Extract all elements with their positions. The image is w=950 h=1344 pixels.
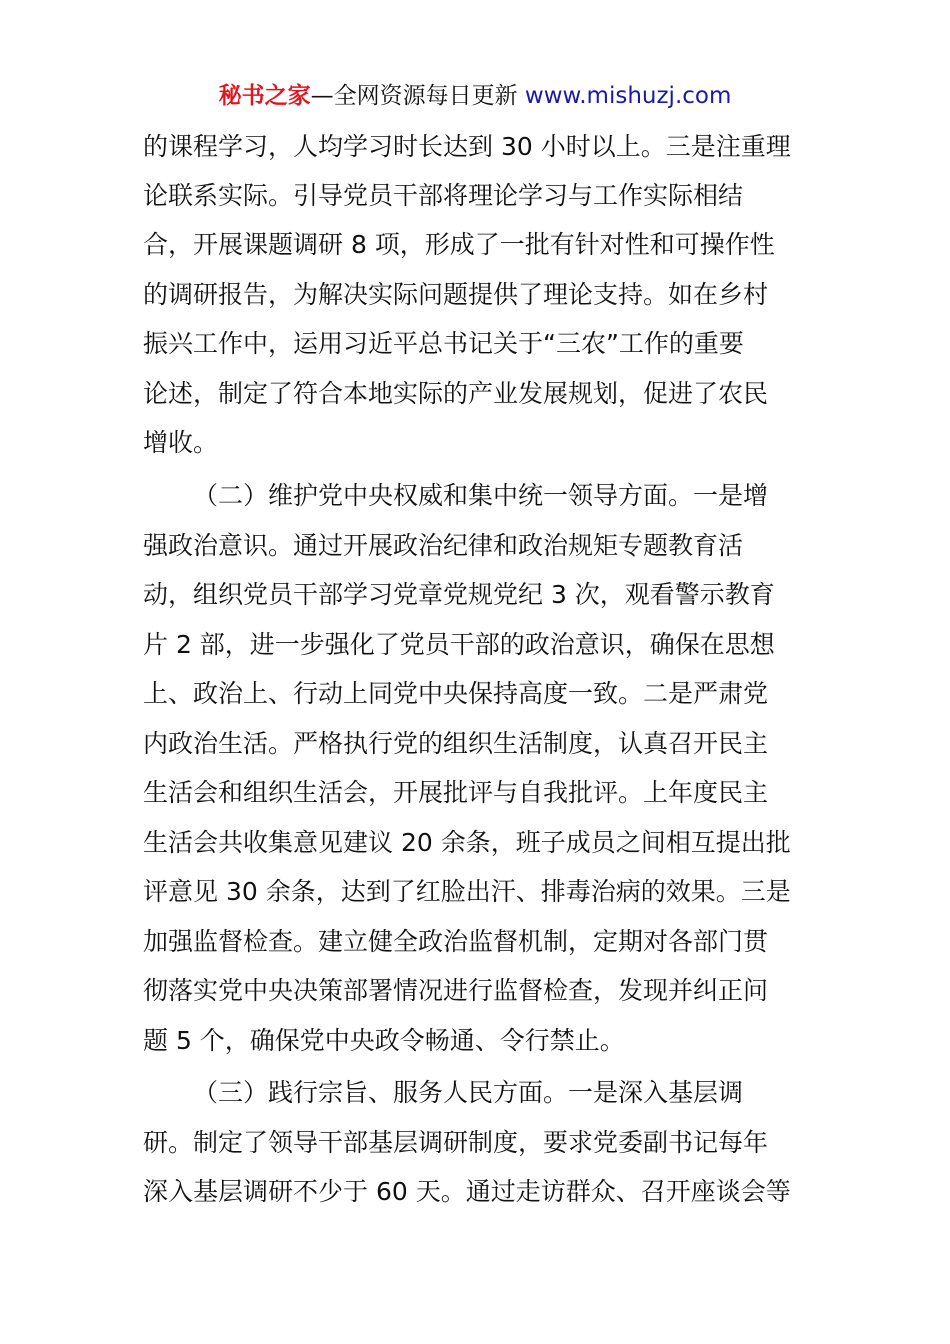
text-line: 合，开展课题调研 8 项，形成了一批有针对性和可操作性 [143, 230, 775, 259]
header-tagline: —全网资源每日更新 [310, 83, 525, 109]
text-line: 内政治生活。严格执行党的组织生活制度，认真召开民主 [143, 729, 769, 758]
text-line: 评意见 30 余条，达到了红脸出汗、排毒治病的效果。三是 [143, 877, 791, 906]
text-line: 彻落实党中央决策部署情况进行监督检查，发现并纠正问 [143, 976, 769, 1005]
text-line: 加强监督检查。建立健全政治监督机制，定期对各部门贯 [143, 927, 769, 956]
text-line: 强政治意识。通过开展政治纪律和政治规矩专题教育活 [143, 531, 744, 560]
text-line: 的调研报告，为解决实际问题提供了理论支持。如在乡村 [143, 280, 769, 309]
text-line: 生活会和组织生活会，开展批评与自我批评。上年度民主 [143, 778, 769, 807]
text-line: 深入基层调研不少于 60 天。通过走访群众、召开座谈会等 [143, 1177, 791, 1206]
text-line: 研。制定了领导干部基层调研制度，要求党委副书记每年 [143, 1128, 769, 1157]
watermark-header [0, 80, 950, 112]
text-line: 题 5 个，确保党中央政令畅通、令行禁止。 [143, 1026, 625, 1055]
section-heading-line: （三）践行宗旨、服务人民方面。一是深入基层调 [193, 1078, 744, 1107]
text-line: 片 2 部，进一步强化了党员干部的政治意识，确保在思想 [143, 630, 775, 659]
text-line: 增收。 [143, 428, 219, 457]
text-line: 振兴工作中，运用习近平总书记关于“三农”工作的重要 [143, 329, 744, 358]
text-line: 论联系实际。引导党员干部将理论学习与工作实际相结 [143, 181, 744, 210]
brand-name: 秘书之家 [218, 83, 311, 109]
section-heading-line: （二）维护党中央权威和集中统一领导方面。一是增 [193, 481, 769, 510]
text-line: 生活会共收集意见建议 20 余条，班子成员之间相互提出批 [143, 828, 791, 857]
text-line: 论述，制定了符合本地实际的产业发展规划，促进了农民 [143, 379, 769, 408]
text-line: 的课程学习，人均学习时长达到 30 小时以上。三是注重理 [143, 132, 791, 161]
text-line: 上、政治上、行动上同党中央保持高度一致。二是严肃党 [143, 679, 769, 708]
text-line: 动，组织党员干部学习党章党规党纪 3 次，观看警示教育 [143, 580, 775, 609]
site-url-link[interactable]: www.mishuzj.com [524, 83, 732, 109]
